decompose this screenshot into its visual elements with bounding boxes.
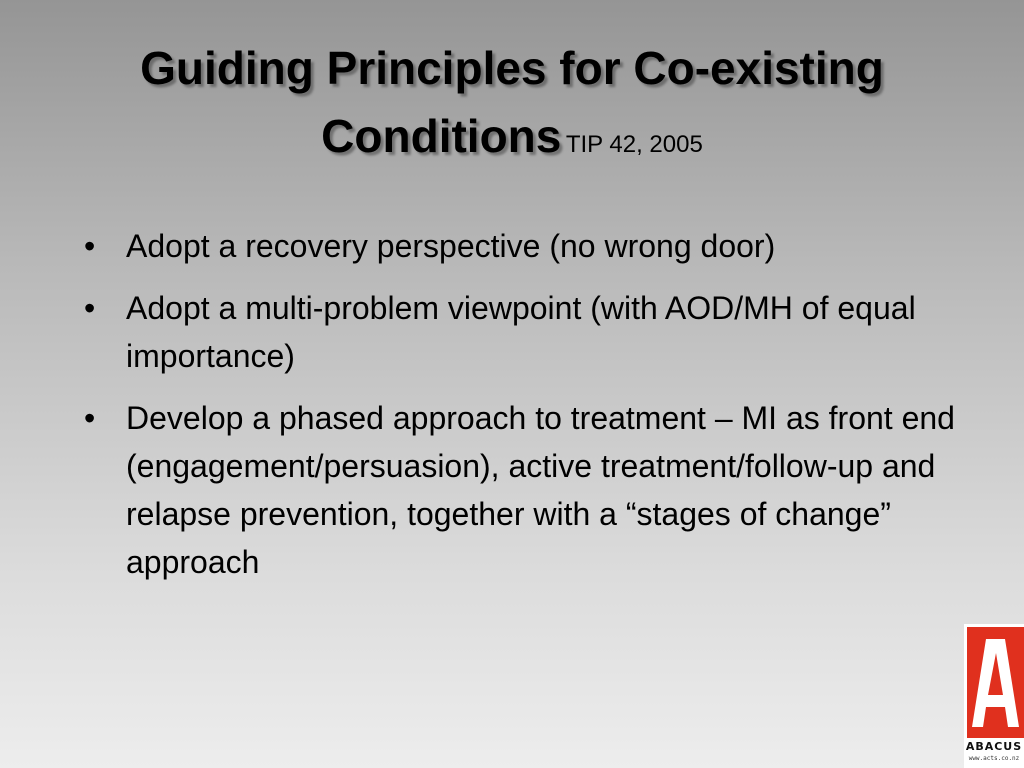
bullet-dot: •	[84, 290, 96, 326]
bullet-list	[84, 222, 964, 600]
logo-a-icon	[967, 627, 1024, 738]
bullet-item	[84, 222, 964, 270]
logo-letter-mark	[967, 627, 1024, 738]
slide-title	[40, 40, 984, 176]
logo-wordmark: ABACUS	[965, 740, 1023, 753]
bullet-item	[84, 284, 964, 380]
bullet-text: Adopt a recovery perspective (no wrong door)	[126, 228, 776, 264]
bullet-item	[84, 394, 964, 586]
title-main: Guiding Principles for Co-existing Conditions	[140, 42, 884, 162]
logo-url: www.acts.co.nz	[968, 755, 1020, 762]
bullet-dot: •	[84, 228, 96, 264]
bullet-text: Develop a phased approach to treatment – MI as front end (engagement/persuasion), active treatment/follow-up and relapse prevention, together with a “stages of change” approach	[126, 400, 955, 580]
bullet-text: Adopt a multi-problem viewpoint (with AOD/MH of equal importance)	[126, 290, 916, 374]
abacus-logo	[964, 624, 1024, 768]
bullet-dot: •	[84, 400, 96, 436]
title-citation: TIP 42, 2005	[565, 131, 703, 158]
